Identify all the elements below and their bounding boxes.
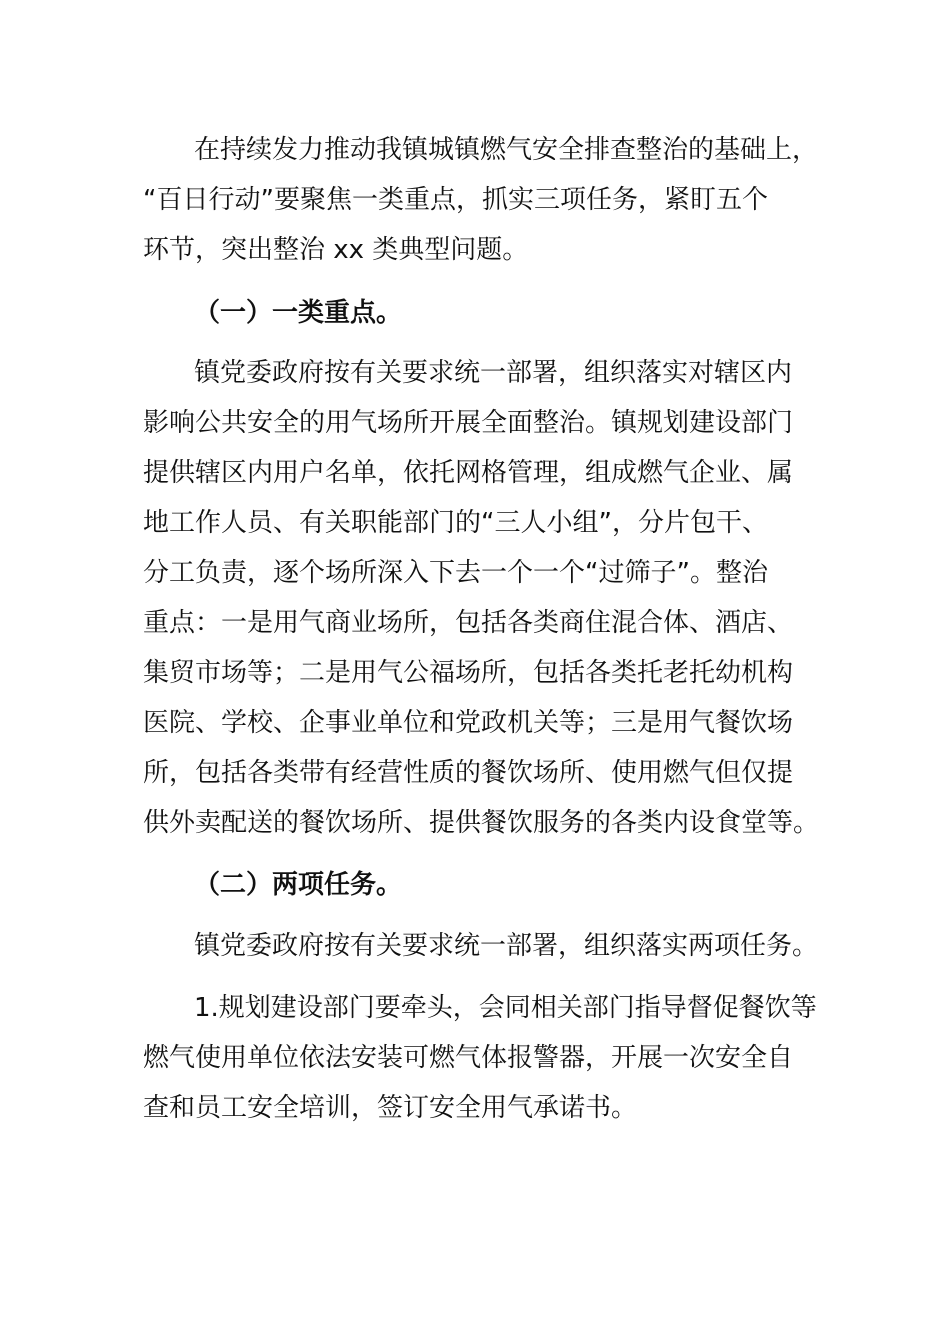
- paragraph-3-line-1: 镇党委政府按有关要求统一部署，组织落实两项任务。: [194, 931, 819, 961]
- paragraph-2-line-4: 地工作人员、有关职能部门的“三人小组”，分片包干、: [143, 508, 768, 538]
- paragraph-2-line-5: 分工负责，逐个场所深入下去一个一个“过筛子”。整治: [143, 558, 768, 588]
- paragraph-4-line-1: 1.规划建设部门要牵头，会同相关部门指导督促餐饮等: [194, 993, 817, 1023]
- paragraph-2-line-1: 镇党委政府按有关要求统一部署，组织落实对辖区内: [194, 358, 793, 388]
- section-heading-2: （二）两项任务。: [194, 870, 403, 900]
- paragraph-2-line-7: 集贸市场等；二是用气公福场所，包括各类托老托幼机构: [143, 658, 794, 688]
- paragraph-4-line-2: 燃气使用单位依法安装可燃气体报警器，开展一次安全自: [143, 1043, 794, 1073]
- paragraph-2-line-9: 所，包括各类带有经营性质的餐饮场所、使用燃气但仅提: [143, 758, 794, 788]
- paragraph-2-line-8: 医院、学校、企事业单位和党政机关等；三是用气餐饮场: [143, 708, 794, 738]
- paragraph-4-line-3: 查和员工安全培训，签订安全用气承诺书。: [143, 1093, 638, 1123]
- paragraph-2-line-3: 提供辖区内用户名单，依托网格管理，组成燃气企业、属: [143, 458, 794, 488]
- paragraph-1-line-3: 环节，突出整治 xx 类典型问题。: [143, 235, 529, 265]
- section-heading-1: （一）一类重点。: [194, 298, 403, 328]
- paragraph-1-line-2: “百日行动”要聚焦一类重点，抓实三项任务，紧盯五个: [143, 185, 768, 215]
- paragraph-2-line-10: 供外卖配送的餐饮场所、提供餐饮服务的各类内设食堂等。: [143, 808, 820, 838]
- paragraph-1-line-1: 在持续发力推动我镇城镇燃气安全排查整治的基础上，: [194, 135, 819, 165]
- paragraph-2-line-2: 影响公共安全的用气场所开展全面整治。镇规划建设部门: [143, 408, 794, 438]
- paragraph-2-line-6: 重点：一是用气商业场所，包括各类商住混合体、酒店、: [143, 608, 794, 638]
